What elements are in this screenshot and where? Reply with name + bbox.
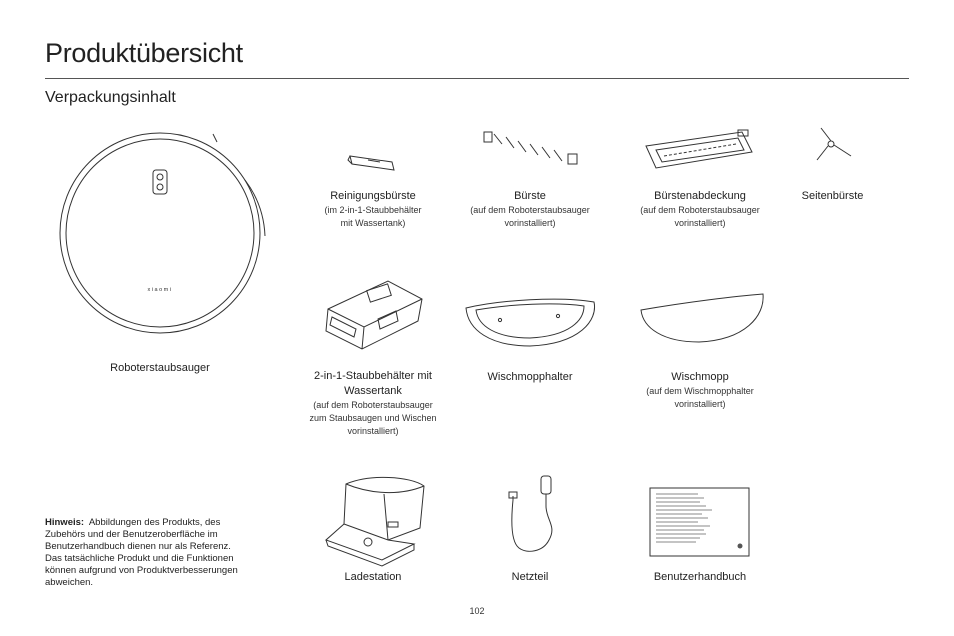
page-title: Produktübersicht bbox=[45, 38, 243, 68]
hint-text: Abbildungen des Produkts, des Zubehörs und der Benutzeroberfläche im Benutzerhandbuch dienen nur als Referenz. Das tatsächliche Produkt und die Funktionen können aufgrund von Produktverbesserungen abweichen. bbox=[45, 517, 238, 588]
hint-label: Hinweis: bbox=[45, 517, 85, 528]
power-adapter-illustration bbox=[497, 470, 567, 560]
charging-dock-illustration bbox=[320, 470, 430, 565]
brush-label: Bürste bbox=[514, 190, 546, 202]
side-brush-label: Seitenbürste bbox=[801, 190, 864, 202]
page-number: 102 bbox=[469, 606, 485, 616]
brush-cover-illustration bbox=[642, 126, 757, 176]
mop-holder-illustration bbox=[460, 290, 600, 350]
robot-vacuum-label: Roboterstaubsauger bbox=[110, 362, 210, 374]
cleaning-brush-label: Reinigungsbürste bbox=[330, 190, 416, 202]
side-brush-illustration bbox=[809, 126, 859, 166]
mop-holder-item bbox=[455, 290, 605, 400]
mop-holder-label: Wischmopphalter bbox=[487, 371, 573, 383]
mop-label: Wischmopp bbox=[671, 371, 729, 383]
mop-item bbox=[625, 290, 775, 420]
robot-vacuum-illustration bbox=[55, 128, 270, 343]
dustbin-label: 2-in-1-Staubbehälter mit Wassertank bbox=[313, 370, 432, 397]
charging-dock-label: Ladestation bbox=[344, 571, 402, 583]
user-manual-item bbox=[625, 470, 775, 590]
cleaning-brush-illustration bbox=[346, 148, 406, 178]
charging-dock-item bbox=[298, 470, 448, 590]
brush-cover-note: (auf dem Roboterstaubsauger vorinstalliert) bbox=[640, 205, 760, 228]
section-heading: Verpackungsinhalt bbox=[45, 89, 176, 106]
power-adapter-item bbox=[455, 470, 605, 590]
brush-note: (auf dem Roboterstaubsauger vorinstalliert) bbox=[470, 205, 590, 228]
main-brush-illustration bbox=[482, 126, 582, 176]
mop-note: (auf dem Wischmopphalter vorinstalliert) bbox=[646, 386, 754, 409]
user-manual-illustration bbox=[650, 488, 750, 558]
user-manual-label: Benutzerhandbuch bbox=[653, 571, 747, 583]
cleaning-brush-note: (im 2-in-1-Staubbehälter mit Wassertank) bbox=[324, 205, 422, 228]
robot-brand-logo: xiaomi bbox=[147, 287, 173, 293]
brush-cover-label: Bürstenabdeckung bbox=[654, 190, 746, 202]
dustbin-note: (auf dem Roboterstaubsauger zum Staubsaugen und Wischen vorinstalliert) bbox=[309, 400, 437, 436]
brush-cover-item bbox=[625, 118, 775, 238]
dustbin-item bbox=[298, 275, 448, 445]
side-brush-item bbox=[785, 118, 880, 218]
power-adapter-label: Netzteil bbox=[511, 571, 549, 583]
title-divider bbox=[45, 78, 909, 79]
hint-note bbox=[45, 517, 245, 589]
robot-vacuum-item bbox=[55, 128, 270, 378]
mop-illustration bbox=[637, 290, 767, 350]
brush-item bbox=[455, 118, 605, 238]
dustbin-illustration bbox=[318, 275, 428, 355]
cleaning-brush-item bbox=[298, 140, 448, 240]
